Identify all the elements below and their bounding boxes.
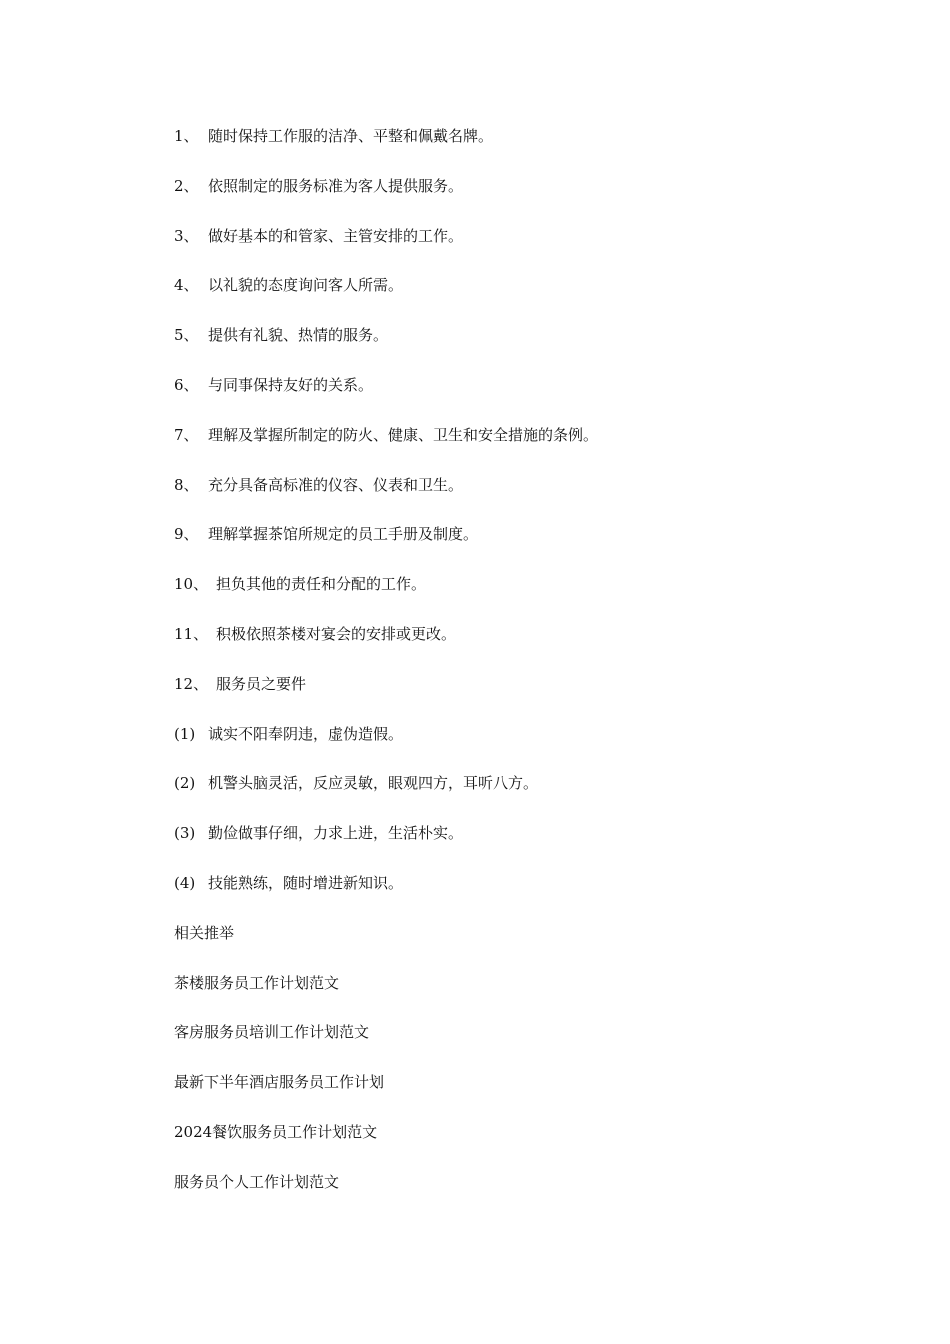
requirement-text: 技能熟练，随时增进新知识。 bbox=[208, 873, 404, 892]
duty-item bbox=[174, 323, 894, 373]
item-number: 5、 bbox=[174, 326, 199, 345]
duty-item bbox=[174, 273, 894, 323]
related-link[interactable]: 服务员个人工作计划范文 bbox=[174, 1172, 340, 1191]
duty-item bbox=[174, 572, 894, 622]
item-text: 积极依照茶楼对宴会的安排或更改。 bbox=[216, 624, 457, 643]
item-number: 9、 bbox=[174, 525, 199, 544]
item-number: 4、 bbox=[174, 276, 199, 295]
duty-item bbox=[174, 522, 894, 572]
item-number: 12、 bbox=[174, 674, 209, 693]
duty-item bbox=[174, 672, 894, 722]
duty-item bbox=[174, 373, 894, 423]
item-number: 10、 bbox=[174, 575, 209, 594]
item-text: 服务员之要件 bbox=[216, 674, 307, 693]
requirement-number: (2) bbox=[174, 774, 196, 793]
related-heading: 相关推举 bbox=[174, 923, 235, 942]
item-text: 提供有礼貌、热情的服务。 bbox=[208, 326, 389, 345]
item-text: 担负其他的责任和分配的工作。 bbox=[216, 575, 427, 594]
item-text: 依照制定的服务标准为客人提供服务。 bbox=[208, 176, 464, 195]
requirement-number: (4) bbox=[174, 873, 196, 892]
requirement-text: 诚实不阳奉阴违，虚伪造假。 bbox=[208, 724, 404, 743]
item-text: 充分具备高标准的仪容、仪表和卫生。 bbox=[208, 475, 464, 494]
requirement-number: (3) bbox=[174, 824, 196, 843]
item-text: 理解及掌握所制定的防火、健康、卫生和安全措施的条例。 bbox=[208, 425, 599, 444]
item-text: 理解掌握茶馆所规定的员工手册及制度。 bbox=[208, 525, 479, 544]
requirement-item bbox=[174, 871, 894, 921]
item-number: 11、 bbox=[174, 624, 209, 643]
item-text: 做好基本的和管家、主管安排的工作。 bbox=[208, 226, 464, 245]
duty-item bbox=[174, 423, 894, 473]
requirement-item bbox=[174, 722, 894, 772]
item-number: 6、 bbox=[174, 375, 199, 394]
item-text: 以礼貌的态度询问客人所需。 bbox=[208, 276, 404, 295]
duty-item bbox=[174, 124, 894, 174]
requirement-number: (1) bbox=[174, 724, 196, 743]
item-number: 1、 bbox=[174, 127, 199, 145]
related-link[interactable]: 茶楼服务员工作计划范文 bbox=[174, 973, 340, 992]
document-body bbox=[174, 124, 894, 1220]
requirement-item bbox=[174, 821, 894, 871]
related-link[interactable]: 客房服务员培训工作计划范文 bbox=[174, 1023, 370, 1042]
requirement-text: 机警头脑灵活，反应灵敏，眼观四方，耳听八方。 bbox=[208, 774, 539, 793]
item-text: 随时保持工作服的洁净、平整和佩戴名牌。 bbox=[208, 127, 494, 145]
item-number: 2、 bbox=[174, 176, 199, 195]
item-number: 3、 bbox=[174, 226, 199, 245]
duty-item bbox=[174, 622, 894, 672]
duty-item bbox=[174, 473, 894, 523]
item-text: 与同事保持友好的关系。 bbox=[208, 375, 374, 394]
related-link[interactable]: 2024餐饮服务员工作计划范文 bbox=[174, 1122, 378, 1141]
duty-item bbox=[174, 224, 894, 274]
requirement-item bbox=[174, 771, 894, 821]
item-number: 7、 bbox=[174, 425, 199, 444]
requirement-text: 勤俭做事仔细，力求上进，生活朴实。 bbox=[208, 824, 464, 843]
related-link[interactable]: 最新下半年酒店服务员工作计划 bbox=[174, 1073, 385, 1092]
duty-item bbox=[174, 174, 894, 224]
item-number: 8、 bbox=[174, 475, 199, 494]
